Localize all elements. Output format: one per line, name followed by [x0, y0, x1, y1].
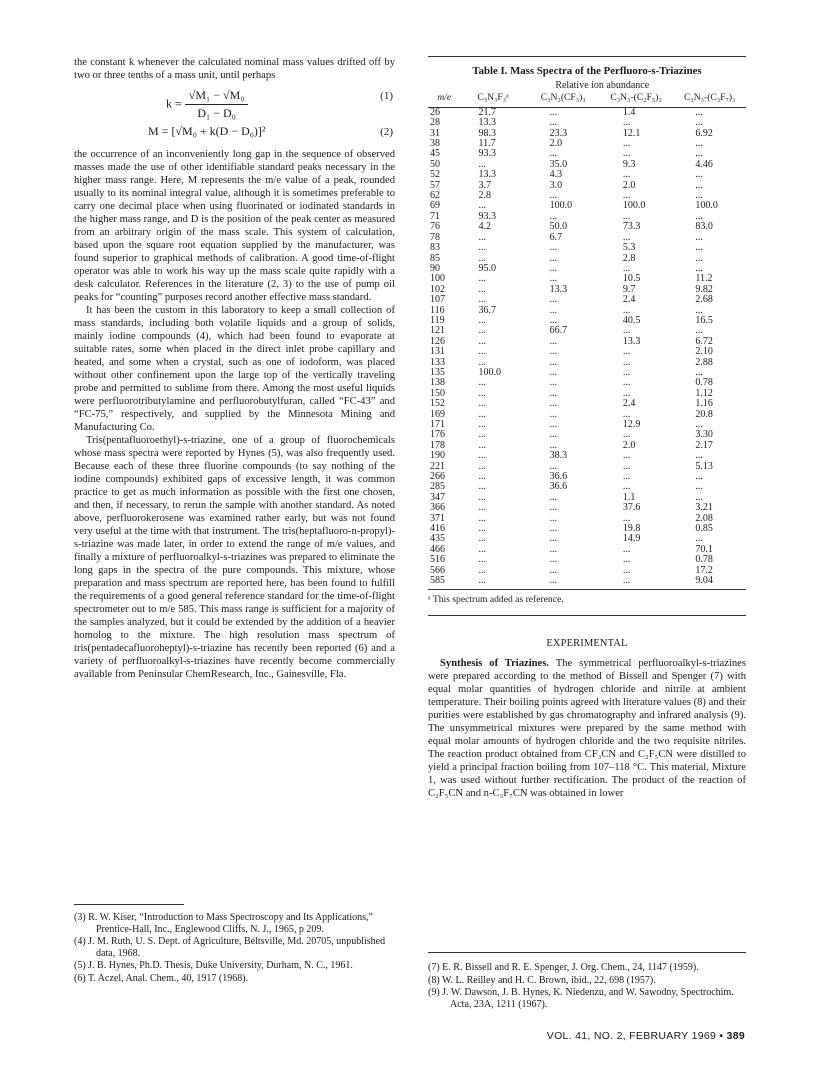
table-label: Table I.	[472, 65, 508, 77]
cell-c3n3f3: ...	[478, 554, 486, 566]
cell-c3f7: ...	[695, 169, 703, 181]
cell-c2f5: ...	[622, 387, 631, 399]
cell-c3n3f3: ...	[478, 356, 486, 368]
cell-c3n3f3: ...	[478, 460, 486, 472]
cell-c2f5: ...	[622, 543, 631, 555]
cell-cf3: 2.0	[549, 138, 563, 150]
cell-c3f7: ...	[695, 242, 703, 254]
cell-me: 169	[430, 408, 445, 420]
cell-cf3: ...	[549, 294, 558, 306]
table-body	[428, 107, 746, 586]
cell-me: 85	[430, 252, 440, 264]
cell-cf3: ...	[549, 554, 558, 566]
table-row	[428, 243, 746, 253]
cell-c3n3f3: 2.8	[478, 190, 491, 202]
cell-c2f5: 2.8	[622, 252, 636, 264]
cell-me: 69	[430, 200, 440, 212]
cell-c2f5: ...	[622, 471, 631, 483]
cell-cf3: ...	[549, 366, 558, 378]
reference-5: (5) J. B. Hynes, Ph.D. Thesis, Duke University, Durham, N. C., 1961.	[74, 960, 353, 971]
cell-c2f5: 2.0	[622, 439, 636, 451]
cell-cf3: ...	[549, 304, 558, 316]
cell-cf3: ...	[549, 377, 558, 389]
cell-c2f5: ...	[622, 148, 631, 160]
equation-1	[74, 82, 395, 118]
cell-me: 178	[430, 439, 445, 451]
cell-me: 26	[430, 106, 440, 118]
cell-c2f5: 12.9	[622, 419, 641, 430]
cell-c3n3f3: ...	[478, 273, 486, 285]
cell-c3f7: ...	[695, 148, 703, 160]
cell-c2f5: 1.1	[622, 491, 636, 503]
cell-me: 285	[430, 481, 445, 493]
cell-c3n3f3: ...	[478, 158, 486, 170]
cell-c3n3f3: 98.3	[478, 127, 496, 139]
cell-me: 102	[430, 283, 445, 295]
cell-c3f7: ...	[695, 481, 703, 493]
cell-me: 347	[430, 491, 445, 503]
cell-cf3: ...	[549, 356, 558, 368]
footer-bullet: •	[719, 1030, 724, 1042]
cell-c3f7: 2.08	[695, 512, 713, 524]
cell-c3f7: 2.17	[695, 439, 713, 451]
cell-me: 176	[430, 429, 445, 441]
cell-c3f7: 11.2	[695, 273, 713, 285]
cell-c2f5: 5.3	[622, 242, 636, 254]
cell-c3n3f3: ...	[478, 252, 486, 264]
intro-paragraph: the constant k whenever the calculated nominal mass values drifted off by two or three tenths of a mass unit, until perhaps	[74, 57, 395, 81]
cell-c3n3f3: ...	[478, 408, 486, 420]
reference-9: (9) J. W. Dawson, J. B. Hynes, K. Niedenzu, and W. Sawodny, Spectrochim. Acta, 23A, 1211 (1967).	[428, 987, 734, 1010]
cell-me: 107	[430, 294, 445, 306]
cell-cf3: 3.0	[549, 179, 563, 191]
cell-cf3: 100.0	[549, 200, 573, 212]
cell-me: 516	[430, 554, 445, 566]
cell-c3f7: 1.16	[695, 398, 713, 410]
cell-c3n3f3: ...	[478, 325, 486, 337]
cell-cf3: ...	[549, 346, 558, 358]
cell-c3n3f3: 93.3	[478, 148, 496, 160]
cell-me: 100	[430, 273, 445, 285]
cell-c3n3f3: ...	[478, 377, 486, 389]
cell-me: 116	[430, 304, 445, 316]
cell-me: 371	[430, 512, 445, 524]
cell-c2f5: ...	[622, 429, 631, 441]
reference-8: (8) W. L. Reilley and H. C. Brown, ibid., 22, 698 (1957).	[428, 974, 656, 986]
reference-3: (3) R. W. Kiser, “Introduction to Mass Spectroscopy and Its Applications,” Prentice-Hall, Inc., Englewood Cliffs, N. J., 1965, p 209.	[74, 912, 373, 935]
reference-4: (4) J. M. Ruth, U. S. Dept. of Agriculture, Beltsville, Md. 20705, unpublished data, 1968.	[74, 936, 386, 959]
cell-c3n3f3: ...	[478, 200, 486, 212]
cell-c3n3f3: 4.2	[478, 221, 491, 233]
cell-me: 138	[430, 377, 445, 389]
cell-c3n3f3: ...	[478, 283, 486, 295]
cell-me: 76	[430, 221, 440, 233]
cell-cf3: ...	[549, 512, 558, 524]
cell-c3f7: 2.68	[695, 294, 713, 306]
body-paragraph-2: It has been the custom in this laboratory to keep a small collection of mass standards, including both volatile liquids and a group of solids, mainly iodine compounds (4), which had been found to evaporate at suitable rates, some when placed in the direct inlet probe capillary and heated, and some when a crystal, such as one of iodoform, was placed without other confinement upon the large top of the vertically traveling probe and permitted to sublime from there. Among the most useful liquids were perfluorotributylamine and perfluorobutylfuran, called “FC-43” and “FC-75,” respectively, and supplied by the Minnesota Mining and Manufacturing Co.	[74, 305, 395, 433]
cell-c3n3f3: 21.7	[478, 106, 496, 118]
cell-c3f7: 100.0	[695, 200, 718, 212]
cell-c3n3f3: 95.0	[478, 262, 496, 274]
page-number: 389	[726, 1030, 745, 1042]
cell-me: 38	[430, 138, 440, 150]
cell-c3f7: ...	[695, 304, 703, 316]
cell-c2f5: ...	[622, 138, 631, 150]
cell-c2f5: 1.4	[622, 106, 636, 118]
col-header-me: m/e	[437, 92, 452, 104]
cell-c2f5: 13.3	[622, 335, 641, 347]
cell-c3n3f3: ...	[478, 429, 486, 441]
cell-c3f7: ...	[695, 262, 703, 274]
cell-c2f5: ...	[622, 575, 631, 587]
cell-c3n3f3: ...	[478, 419, 486, 430]
cell-c3f7: 20.8	[695, 408, 713, 420]
col-header-c2f5: C₃N₃-(C₂F₅)₃	[610, 92, 662, 104]
cell-me: 135	[430, 366, 445, 378]
cell-c3n3f3: 11.7	[478, 138, 496, 150]
cell-me: 119	[430, 314, 445, 326]
cell-c3n3f3: ...	[478, 564, 486, 576]
cell-cf3: 38.3	[549, 450, 568, 462]
cell-c3n3f3: 36.7	[478, 304, 496, 316]
cell-c2f5: ...	[622, 450, 631, 462]
cell-cf3: ...	[549, 564, 558, 576]
cell-cf3: ...	[549, 387, 558, 399]
cell-c3n3f3: 93.3	[478, 210, 496, 222]
synthesis-heading: Synthesis of Triazines.	[440, 657, 550, 669]
cell-c2f5: 10.5	[622, 273, 641, 285]
cell-c2f5: 73.3	[622, 221, 641, 233]
cell-cf3: ...	[549, 314, 558, 326]
cell-me: 366	[430, 502, 445, 514]
cell-c3n3f3: ...	[478, 481, 486, 493]
cell-c2f5: ...	[622, 346, 631, 358]
cell-me: 90	[430, 262, 440, 274]
cell-cf3: 36.6	[549, 481, 568, 493]
cell-me: 31	[430, 127, 440, 139]
cell-c3n3f3: 13.3	[478, 169, 496, 181]
equation-2	[74, 118, 395, 148]
cell-c3n3f3: ...	[478, 231, 486, 243]
table-title-text: Mass Spectra of the Perfluoro-s-Triazines	[510, 65, 702, 77]
cell-c3f7: ...	[695, 106, 703, 118]
cell-me: 126	[430, 335, 445, 347]
equation-1-fraction	[185, 88, 249, 121]
cell-c3f7: 0.78	[695, 377, 713, 389]
cell-c2f5: ...	[622, 408, 631, 420]
col-header-c3n3f3: C₃N₃F₃ᵃ	[477, 92, 509, 104]
cell-me: 121	[430, 325, 445, 337]
cell-cf3: 6.7	[549, 231, 563, 243]
mass-spectra-table	[428, 81, 746, 587]
cell-c3f7: 5.13	[695, 460, 713, 472]
cell-c3f7: ...	[695, 471, 703, 483]
cell-c2f5: 2.4	[622, 294, 636, 306]
cell-cf3: 50.0	[549, 221, 568, 233]
cell-c3n3f3: ...	[478, 450, 486, 462]
cell-me: 50	[430, 158, 440, 170]
cell-c2f5: 37.6	[622, 502, 641, 514]
left-references	[74, 912, 395, 985]
cell-c3n3f3: ...	[478, 491, 486, 503]
cell-c3f7: 2.10	[695, 346, 713, 358]
cell-c3n3f3: ...	[478, 502, 486, 514]
cell-c3n3f3: ...	[478, 512, 486, 524]
cell-cf3: ...	[549, 523, 558, 535]
cell-cf3: 66.7	[549, 325, 568, 337]
cell-c2f5: 19.8	[622, 523, 641, 535]
cell-me: 45	[430, 148, 440, 160]
equation-2-body: M = [√M₀ + k(D − D₀)]²	[148, 124, 266, 138]
cell-c3n3f3: ...	[478, 439, 486, 451]
cell-me: 28	[430, 117, 440, 129]
cell-c3f7: 3.21	[695, 502, 713, 514]
cell-c3f7: 16.5	[695, 314, 713, 326]
reference-6: (6) T. Aczel, Anal. Chem., 40, 1917 (1968).	[74, 972, 249, 984]
cell-c3f7: 3.30	[695, 429, 713, 441]
cell-cf3: ...	[549, 106, 558, 118]
cell-c2f5: ...	[622, 554, 631, 566]
cell-c2f5: ...	[622, 169, 631, 181]
table-title	[428, 65, 746, 77]
cell-me: 133	[430, 356, 445, 368]
cell-c3f7: 6.92	[695, 127, 713, 139]
cell-c3f7: ...	[695, 533, 703, 545]
right-column	[428, 56, 746, 800]
table-row	[428, 576, 746, 586]
cell-cf3: 35.0	[549, 158, 568, 170]
cell-cf3: ...	[549, 262, 558, 274]
cell-c3f7: 70.1	[695, 543, 713, 555]
cell-cf3: ...	[549, 460, 558, 472]
cell-c3f7: 0.78	[695, 554, 713, 566]
body-paragraph-3: Tris(pentafluoroethyl)-s-triazine, one of a group of fluorochemicals whose mass spectra were reported by Hynes (5), was also frequently used. Because each of these three fluorine compounds (to say nothing of the iodine compounds) exhibited gaps of excessive length, it was common practice to get as much information as possible with the first one chosen, and then, if necessary, to rerun the sample with another standard. As noted above, perfluorokerosene was examined rather early, but was not found very useful at the time with that instrument. The tris(heptafluoro-n-propyl)-s-triazine was made later, in order to extend the range of m/e values, and finally a mixture of perfluoroalkyl-s-triazines was prepared to eliminate the long gaps in the spectra of the pure compounds. This mixture, whose preparation and mass spectrum are reported here, has been found to fulfill the requirements of a good general reference standard for the time-of-flight spectrometer out to m/e 585. This mass range is sufficient for a majority of the samples analyzed, but it could be extended by the addition of a heavier homolog to the mixture. The high resolution mass spectrum of tris(pentadecafluoroheptyl)-s-triazine has recently been reported (6) and a variety of perfluoroalkyl-s-triazines have recently become commercially available from Peninsular ChemResearch, Inc., Gainesville, Fla.	[74, 435, 395, 680]
cell-me: 190	[430, 450, 445, 462]
cell-c2f5: ...	[622, 366, 631, 378]
cell-c3f7: ...	[695, 190, 703, 202]
equation-1-number: (1)	[380, 90, 393, 102]
left-footnote-rule	[74, 904, 184, 905]
page-footer	[547, 1030, 745, 1042]
cell-c3f7: 9.82	[695, 283, 713, 295]
cell-c3n3f3: 100.0	[478, 366, 501, 378]
cell-cf3: ...	[549, 429, 558, 441]
cell-cf3: 13.3	[549, 283, 568, 295]
cell-c3f7: ...	[695, 419, 703, 430]
cell-cf3: ...	[549, 398, 558, 410]
cell-c3f7: 4.46	[695, 158, 713, 170]
cell-cf3: 23.3	[549, 127, 568, 139]
cell-c2f5: ...	[622, 564, 631, 576]
cell-c2f5: 2.4	[622, 398, 636, 410]
cell-c3n3f3: ...	[478, 398, 486, 410]
cell-c3n3f3: ...	[478, 533, 486, 545]
cell-c3f7: 9.04	[695, 575, 713, 587]
cell-c3n3f3: ...	[478, 387, 486, 399]
cell-c2f5: 9.7	[622, 283, 636, 295]
cell-c3f7: 1.12	[695, 387, 713, 399]
cell-cf3: ...	[549, 252, 558, 264]
cell-c3f7: ...	[695, 138, 703, 150]
cell-c2f5: ...	[622, 481, 631, 493]
cell-me: 466	[430, 543, 445, 555]
cell-c3f7: ...	[695, 325, 703, 337]
cell-c2f5: 100.0	[622, 200, 646, 212]
right-references	[428, 962, 746, 1011]
cell-c3n3f3: ...	[478, 523, 486, 535]
journal-info: VOL. 41, NO. 2, FEBRUARY 1969	[546, 1030, 717, 1042]
cell-c3f7: ...	[695, 231, 703, 243]
cell-cf3: ...	[549, 491, 558, 503]
cell-c3f7: ...	[695, 179, 703, 191]
cell-me: 566	[430, 564, 445, 576]
cell-me: 131	[430, 346, 445, 358]
cell-c3n3f3: ...	[478, 471, 486, 483]
cell-cf3: ...	[549, 210, 558, 222]
cell-c3f7: 83.0	[695, 221, 713, 233]
cell-c2f5: 2.0	[622, 179, 636, 191]
cell-c3n3f3: ...	[478, 346, 486, 358]
cell-me: 416	[430, 523, 445, 535]
cell-c2f5: ...	[622, 117, 631, 129]
cell-c2f5: ...	[622, 325, 631, 337]
table-row	[428, 295, 746, 305]
cell-c2f5: 14.9	[622, 533, 641, 545]
equation-1-lhs: k =	[166, 96, 182, 111]
cell-c3f7: ...	[695, 450, 703, 462]
cell-c3n3f3: ...	[478, 575, 486, 587]
cell-me: 152	[430, 398, 445, 410]
cell-cf3: ...	[549, 533, 558, 545]
cell-me: 62	[430, 190, 440, 202]
reference-7: (7) E. R. Bissell and R. E. Spenger, J. Org. Chem., 24, 1147 (1959).	[428, 962, 699, 973]
cell-c3f7: 17.2	[695, 564, 713, 576]
cell-c2f5: ...	[622, 356, 631, 368]
cell-me: 435	[430, 533, 445, 545]
cell-c2f5: ...	[622, 262, 631, 274]
cell-cf3: ...	[549, 419, 558, 430]
right-footnote-rule	[428, 952, 746, 953]
synthesis-paragraph	[428, 657, 746, 800]
cell-cf3: ...	[549, 335, 558, 347]
cell-me: 71	[430, 210, 440, 222]
cell-c3f7: ...	[695, 491, 703, 503]
cell-c3n3f3: ...	[478, 242, 486, 254]
cell-me: 57	[430, 179, 440, 191]
cell-me: 585	[430, 575, 445, 587]
cell-me: 171	[430, 419, 445, 430]
synthesis-body: The symmetrical perfluoroalkyl-s-triazines were prepared according to the method of Bissell and Spenger (7) with equal molar quantities of hydrogen chloride and nitrile at ambient temperature. Their boiling points agreed with literature values (8) and their purities were established by gas chromatography and infrared analysis (9). The unsymmetrical mixtures were prepared by the same method with equal molar amounts of hydrogen chloride and the two requisite nitriles. The reaction product obtained from CF₃CN and C₂F₅CN were distilled to yield a principal fraction boiling from 107–118 °C. This material, Mixture 1, was used without further rectification. The product of the reaction of C₂F₅CN and n-C₃F₇CN was obtained in lower	[428, 657, 746, 799]
cell-c2f5: 12.1	[622, 127, 641, 139]
col-header-cf3: C₃N₃(CF₃)₃	[540, 92, 586, 104]
col-header-c3f7: C₃N₃-(C₃F₇)₃	[684, 92, 736, 104]
cell-cf3: ...	[549, 575, 558, 587]
cell-me: 221	[430, 460, 445, 472]
cell-c3f7: ...	[695, 366, 703, 378]
cell-c2f5: ...	[622, 512, 631, 524]
cell-cf3: 4.3	[549, 169, 563, 181]
cell-c3n3f3: ...	[478, 543, 486, 555]
cell-c3f7: ...	[695, 117, 703, 129]
cell-c3f7: ...	[695, 210, 703, 222]
table-group-header: Relative ion abundance	[555, 80, 650, 91]
cell-me: 266	[430, 471, 445, 483]
cell-c2f5: 9.3	[622, 158, 636, 170]
cell-cf3: ...	[549, 242, 558, 254]
cell-c2f5: ...	[622, 377, 631, 389]
cell-c3n3f3: ...	[478, 335, 486, 347]
cell-c3f7: ...	[695, 252, 703, 264]
cell-cf3: ...	[549, 408, 558, 420]
cell-c2f5: ...	[622, 460, 631, 472]
cell-c3n3f3: 3.7	[478, 179, 491, 191]
equation-1-denominator: D₁ − D₀	[197, 106, 236, 120]
cell-cf3: ...	[549, 117, 558, 129]
cell-cf3: ...	[549, 502, 558, 514]
cell-c2f5: 40.5	[622, 314, 641, 326]
cell-c2f5: ...	[622, 210, 631, 222]
body-paragraph-1: the occurrence of an inconveniently long gap in the sequence of observed masses made the use of other identifiable standard peaks necessary in the higher mass range. Here, M represents the m/e value of a peak, rounded usually to its nominal integral value, although it is sometimes preferable to carry one decimal place when using fluorinated or iodinated standards in the higher mass range, and D is the position of the peak center as measured from an arbitrary origin of the mass scale. This system of calculation, based upon the square root equation supplied by the manufacturer, was found superior to graphical methods of calibration. A good time-of-flight operator was able to work his way up the mass scale quite rapidly with a desk calculator. References in the literature (2, 3) to the use of pump oil peaks for “counting” purposes record another effective mass standard.	[74, 149, 395, 303]
cell-me: 52	[430, 169, 440, 181]
cell-cf3: ...	[549, 439, 558, 451]
cell-me: 83	[430, 242, 440, 254]
cell-cf3: ...	[549, 543, 558, 555]
cell-cf3: ...	[549, 190, 558, 202]
table-top-rule	[428, 56, 746, 57]
cell-me: 78	[430, 231, 440, 243]
cell-cf3: 36.6	[549, 471, 568, 483]
cell-cf3: ...	[549, 148, 558, 160]
left-column	[74, 56, 395, 681]
cell-c3f7: 2.88	[695, 356, 713, 368]
cell-c3f7: 0.85	[695, 523, 713, 535]
section-heading: EXPERIMENTAL	[546, 637, 628, 649]
cell-cf3: ...	[549, 273, 558, 285]
cell-c2f5: ...	[622, 231, 631, 243]
table-row	[428, 347, 746, 357]
table-end-rule	[428, 615, 746, 616]
equation-1-numerator: √M₁ − √M₀	[185, 88, 249, 105]
cell-c2f5: ...	[622, 190, 631, 202]
cell-c3f7: 6.72	[695, 335, 713, 347]
table-footnote: ᵃ This spectrum added as reference.	[428, 593, 564, 605]
cell-c2f5: ...	[622, 304, 631, 316]
cell-c3n3f3: 13.3	[478, 117, 496, 129]
cell-c3n3f3: ...	[478, 294, 486, 306]
cell-c3n3f3: ...	[478, 314, 486, 326]
cell-me: 150	[430, 387, 445, 399]
table-bottom-rule	[428, 589, 746, 590]
equation-2-number: (2)	[380, 126, 393, 138]
